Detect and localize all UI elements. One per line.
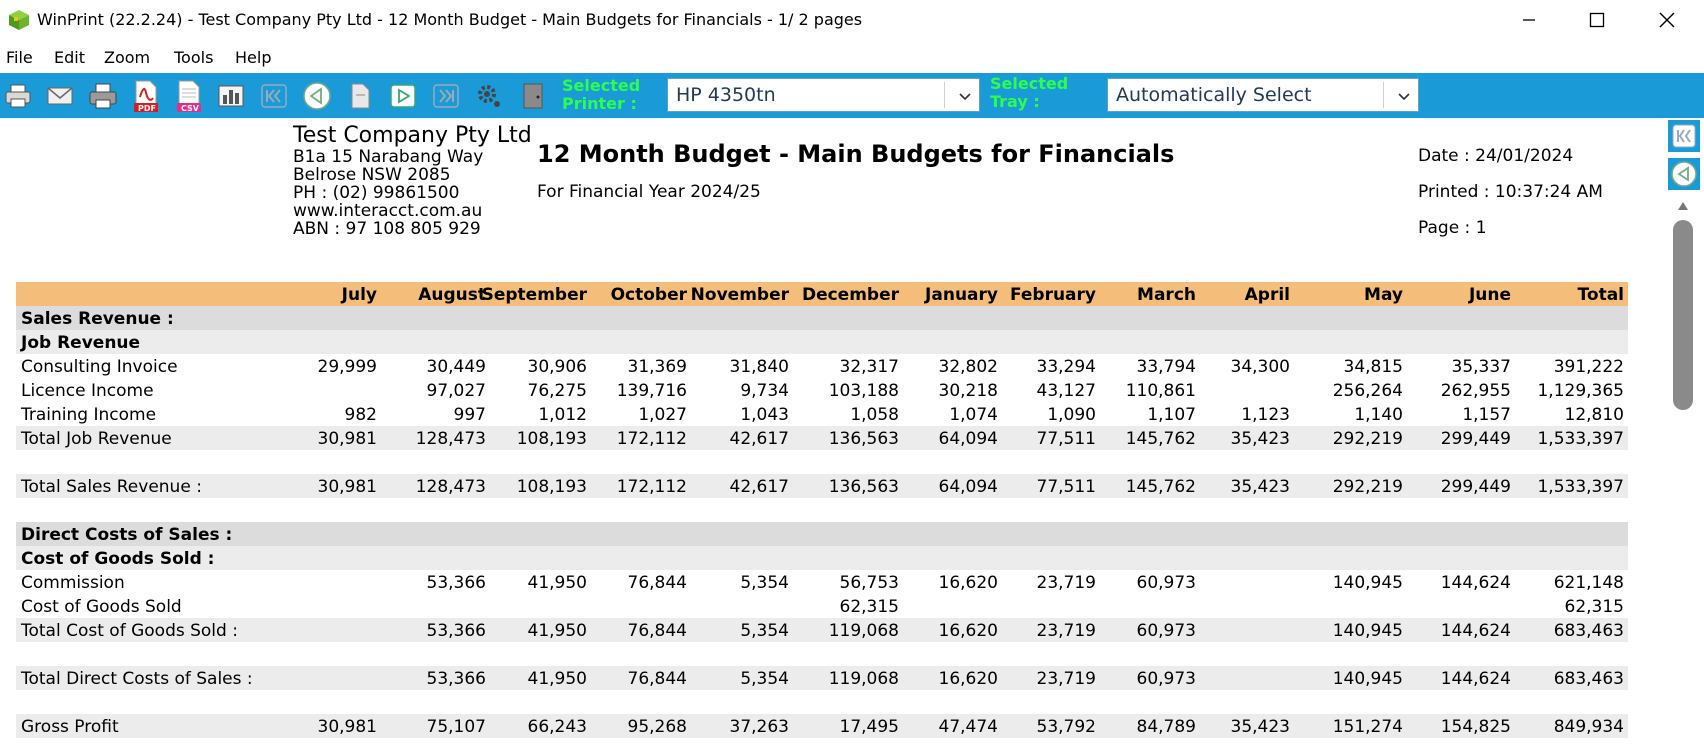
- cell-july: 29,999: [317, 357, 377, 377]
- cell-august: 128,473: [415, 477, 486, 497]
- cell-february: 43,127: [1036, 381, 1096, 401]
- report-printed-time: Printed : 10:37:24 AM: [1418, 182, 1603, 202]
- column-header-february: February: [1009, 285, 1096, 305]
- tray-select-value: Automatically Select: [1116, 84, 1312, 106]
- company-website: www.interacct.com.au: [293, 201, 483, 221]
- previous-page-icon: [301, 80, 333, 112]
- cell-total: 391,222: [1553, 357, 1624, 377]
- selected-tray-label-2: Tray :: [990, 92, 1040, 111]
- row-label: Consulting Invoice: [21, 357, 178, 377]
- table-row: [16, 474, 1628, 498]
- cell-november: 9,734: [740, 381, 789, 401]
- scroll-up-icon[interactable]: [1677, 201, 1689, 211]
- cell-september: 41,950: [527, 573, 587, 593]
- exit-button[interactable]: [516, 79, 550, 113]
- cell-august: 53,366: [426, 669, 486, 689]
- chevron-down-icon: [957, 88, 973, 104]
- cell-february: 23,719: [1036, 573, 1096, 593]
- cell-september: 108,193: [516, 429, 587, 449]
- column-header-may: May: [1364, 285, 1403, 305]
- row-label: Sales Revenue :: [21, 309, 174, 329]
- selected-printer-label-1: Selected: [562, 76, 641, 95]
- column-header-march: March: [1137, 285, 1196, 305]
- cell-december: 17,495: [839, 717, 899, 737]
- column-header-october: October: [610, 285, 687, 305]
- cell-june: 299,449: [1440, 477, 1511, 497]
- column-header-november: November: [690, 285, 789, 305]
- cell-december: 62,315: [839, 597, 899, 617]
- cell-september: 30,906: [527, 357, 587, 377]
- next-page-icon: [388, 81, 418, 111]
- cell-march: 84,789: [1136, 717, 1196, 737]
- cell-july: 30,981: [317, 477, 377, 497]
- maximize-button[interactable]: [1562, 0, 1632, 40]
- cell-november: 37,263: [729, 717, 789, 737]
- table-row: [16, 498, 1628, 522]
- cell-march: 145,762: [1125, 429, 1196, 449]
- cell-february: 23,719: [1036, 669, 1096, 689]
- cell-january: 64,094: [938, 429, 998, 449]
- last-page-button[interactable]: [429, 79, 463, 113]
- cell-january: 16,620: [938, 669, 998, 689]
- row-label: Job Revenue: [21, 333, 141, 353]
- cell-november: 1,043: [740, 405, 789, 425]
- table-row: [16, 354, 1628, 378]
- cell-january: 64,094: [938, 477, 998, 497]
- table-row: [16, 642, 1628, 666]
- cell-december: 1,058: [850, 405, 899, 425]
- cell-august: 128,473: [415, 429, 486, 449]
- menu-help[interactable]: Help: [235, 48, 272, 67]
- cell-december: 32,317: [839, 357, 899, 377]
- toolbar: [0, 73, 1704, 118]
- cell-january: 16,620: [938, 621, 998, 641]
- chart-icon: [216, 81, 246, 111]
- selected-printer-label-2: Printer :: [562, 94, 637, 113]
- cell-march: 60,973: [1136, 573, 1196, 593]
- cell-july: 30,981: [317, 429, 377, 449]
- cell-november: 42,617: [729, 429, 789, 449]
- table-row: [16, 690, 1628, 714]
- menu-tools[interactable]: Tools: [174, 48, 214, 67]
- row-label: Total Cost of Goods Sold :: [21, 621, 238, 641]
- cell-january: 32,802: [938, 357, 998, 377]
- column-header-july: July: [341, 285, 377, 305]
- cell-december: 56,753: [839, 573, 899, 593]
- cell-may: 292,219: [1332, 477, 1403, 497]
- cell-february: 77,511: [1036, 477, 1096, 497]
- cell-may: 151,274: [1332, 717, 1403, 737]
- cell-total: 12,810: [1564, 405, 1624, 425]
- cell-september: 41,950: [527, 669, 587, 689]
- cell-may: 34,815: [1343, 357, 1403, 377]
- row-label: Gross Profit: [21, 717, 119, 737]
- cell-march: 145,762: [1125, 477, 1196, 497]
- close-icon: [1659, 12, 1675, 28]
- table-row: [16, 378, 1628, 402]
- cell-november: 5,354: [740, 573, 789, 593]
- cell-april: 1,123: [1241, 405, 1290, 425]
- cell-february: 23,719: [1036, 621, 1096, 641]
- cell-october: 172,112: [616, 477, 687, 497]
- table-row: [16, 618, 1628, 642]
- cell-march: 60,973: [1136, 621, 1196, 641]
- column-header-april: April: [1244, 285, 1290, 305]
- budget-table: [16, 282, 1628, 738]
- company-phone: PH : (02) 99861500: [293, 183, 460, 203]
- cell-total: 683,463: [1553, 669, 1624, 689]
- report-page: [0, 118, 1664, 748]
- menu-edit[interactable]: Edit: [54, 48, 85, 67]
- cell-january: 1,074: [949, 405, 998, 425]
- cell-may: 256,264: [1332, 381, 1403, 401]
- cell-october: 76,844: [627, 573, 687, 593]
- page-button[interactable]: [343, 79, 377, 113]
- print-button[interactable]: [1, 79, 35, 113]
- cell-august: 53,366: [426, 621, 486, 641]
- cell-june: 35,337: [1451, 357, 1511, 377]
- cell-march: 33,794: [1136, 357, 1196, 377]
- chevron-down-icon: [1396, 88, 1412, 104]
- first-page-icon: [1671, 123, 1697, 149]
- cell-total: 1,129,365: [1537, 381, 1624, 401]
- minimize-button[interactable]: [1494, 0, 1564, 40]
- cell-march: 110,861: [1125, 381, 1196, 401]
- chart-button[interactable]: [214, 79, 248, 113]
- table-row: [16, 330, 1628, 354]
- cell-may: 140,945: [1332, 621, 1403, 641]
- cell-april: 35,423: [1230, 429, 1290, 449]
- row-label: Total Sales Revenue :: [21, 477, 202, 497]
- cell-august: 53,366: [426, 573, 486, 593]
- table-row: [16, 402, 1628, 426]
- minimize-icon: [1522, 13, 1536, 27]
- column-header-september: September: [481, 285, 587, 305]
- company-address-2: Belrose NSW 2085: [293, 165, 451, 185]
- table-row: [16, 306, 1628, 330]
- cell-march: 1,107: [1147, 405, 1196, 425]
- report-date: Date : 24/01/2024: [1418, 146, 1574, 166]
- cell-total: 621,148: [1553, 573, 1624, 593]
- cell-june: 299,449: [1440, 429, 1511, 449]
- column-header-august: August: [418, 285, 486, 305]
- cell-december: 136,563: [828, 477, 899, 497]
- row-label: Total Job Revenue: [21, 429, 172, 449]
- cell-february: 1,090: [1047, 405, 1096, 425]
- company-address-1: B1a 15 Narabang Way: [293, 147, 484, 167]
- winprint-app-icon: [8, 9, 30, 31]
- printer-select[interactable]: [667, 78, 980, 112]
- cell-february: 53,792: [1036, 717, 1096, 737]
- cell-april: 35,423: [1230, 717, 1290, 737]
- cell-november: 5,354: [740, 669, 789, 689]
- previous-page-icon: [1670, 160, 1698, 188]
- cell-september: 66,243: [527, 717, 587, 737]
- row-label: Cost of Goods Sold: [21, 597, 182, 617]
- cell-august: 97,027: [426, 381, 486, 401]
- cell-january: 16,620: [938, 573, 998, 593]
- side-panel: [1664, 118, 1704, 748]
- cell-september: 76,275: [527, 381, 587, 401]
- side-first-page-button[interactable]: [1668, 120, 1700, 152]
- cell-december: 103,188: [828, 381, 899, 401]
- cell-february: 33,294: [1036, 357, 1096, 377]
- settings-icon: [474, 81, 504, 111]
- tray-select[interactable]: [1107, 78, 1419, 112]
- column-header-total: Total: [1577, 285, 1624, 305]
- row-label: Licence Income: [21, 381, 154, 401]
- cell-november: 5,354: [740, 621, 789, 641]
- cell-december: 136,563: [828, 429, 899, 449]
- report-page-number: Page : 1: [1418, 218, 1487, 238]
- cell-october: 76,844: [627, 621, 687, 641]
- cell-january: 30,218: [938, 381, 998, 401]
- cell-september: 1,012: [538, 405, 587, 425]
- cell-june: 1,157: [1462, 405, 1511, 425]
- cell-july: 982: [344, 405, 377, 425]
- next-page-button[interactable]: [386, 79, 420, 113]
- printer-select-value: HP 4350tn: [676, 84, 776, 106]
- window-title: WinPrint (22.2.24) - Test Company Pty Ltd - 12 Month Budget - Main Budgets for Financials - 1/ 2 pages: [37, 10, 863, 29]
- report-title: 12 Month Budget - Main Budgets for Financials: [537, 140, 1175, 168]
- cell-may: 1,140: [1354, 405, 1403, 425]
- cell-october: 76,844: [627, 669, 687, 689]
- row-label: Commission: [21, 573, 125, 593]
- cell-may: 140,945: [1332, 669, 1403, 689]
- company-details: [293, 124, 532, 238]
- export-csv-button[interactable]: [172, 79, 206, 113]
- cell-total: 62,315: [1564, 597, 1624, 617]
- cell-february: 77,511: [1036, 429, 1096, 449]
- cell-april: 34,300: [1230, 357, 1290, 377]
- last-page-icon: [431, 81, 461, 111]
- exit-icon: [520, 81, 546, 111]
- cell-total: 1,533,397: [1537, 429, 1624, 449]
- cell-july: 30,981: [317, 717, 377, 737]
- cell-august: 997: [453, 405, 486, 425]
- cell-june: 262,955: [1440, 381, 1511, 401]
- printer-icon: [88, 81, 118, 111]
- cell-october: 95,268: [627, 717, 687, 737]
- cell-total: 683,463: [1553, 621, 1624, 641]
- row-label: Total Direct Costs of Sales :: [21, 669, 253, 689]
- column-header-june: June: [1468, 285, 1511, 305]
- email-icon: [45, 81, 75, 111]
- cell-total: 1,533,397: [1537, 477, 1624, 497]
- side-previous-page-button[interactable]: [1668, 158, 1700, 190]
- cell-may: 292,219: [1332, 429, 1403, 449]
- cell-november: 31,840: [729, 357, 789, 377]
- cell-november: 42,617: [729, 477, 789, 497]
- cell-august: 75,107: [426, 717, 486, 737]
- cell-august: 30,449: [426, 357, 486, 377]
- close-button[interactable]: [1632, 0, 1702, 40]
- cell-september: 108,193: [516, 477, 587, 497]
- page-icon: [346, 81, 374, 111]
- menu-zoom[interactable]: Zoom: [104, 48, 151, 67]
- table-row: [16, 714, 1628, 738]
- company-abn: ABN : 97 108 805 929: [293, 219, 481, 239]
- printer-setup-button[interactable]: [86, 79, 120, 113]
- column-header-january: January: [925, 285, 998, 305]
- table-header-row: [16, 282, 1628, 306]
- row-label: Cost of Goods Sold :: [21, 549, 215, 569]
- first-page-icon: [259, 81, 289, 111]
- maximize-icon: [1589, 12, 1605, 28]
- row-label: Training Income: [21, 405, 157, 425]
- company-name: Test Company Pty Ltd: [293, 123, 532, 148]
- cell-october: 1,027: [638, 405, 687, 425]
- table-row: [16, 666, 1628, 690]
- vertical-scrollbar-thumb[interactable]: [1673, 220, 1693, 410]
- cell-december: 119,068: [828, 621, 899, 641]
- table-row: [16, 426, 1628, 450]
- table-row: [16, 450, 1628, 474]
- cell-december: 119,068: [828, 669, 899, 689]
- cell-october: 139,716: [616, 381, 687, 401]
- cell-total: 849,934: [1553, 717, 1624, 737]
- first-page-button[interactable]: [257, 79, 291, 113]
- table-row: [16, 570, 1628, 594]
- export-pdf-button[interactable]: [129, 79, 163, 113]
- cell-october: 172,112: [616, 429, 687, 449]
- row-label: Direct Costs of Sales :: [21, 525, 233, 545]
- cell-june: 144,624: [1440, 573, 1511, 593]
- previous-page-button[interactable]: [300, 79, 334, 113]
- pdf-label: PDF: [138, 104, 156, 113]
- table-row: [16, 594, 1628, 618]
- column-header-december: December: [801, 285, 899, 305]
- menu-bar: [0, 40, 1704, 73]
- cell-april: 35,423: [1230, 477, 1290, 497]
- print-icon: [3, 81, 33, 111]
- cell-june: 144,624: [1440, 669, 1511, 689]
- cell-june: 144,624: [1440, 621, 1511, 641]
- cell-september: 41,950: [527, 621, 587, 641]
- csv-label: CSV: [181, 104, 199, 113]
- cell-january: 47,474: [938, 717, 998, 737]
- report-subtitle: For Financial Year 2024/25: [537, 182, 761, 202]
- cell-march: 60,973: [1136, 669, 1196, 689]
- email-button[interactable]: [43, 79, 77, 113]
- table-row: [16, 546, 1628, 570]
- title-bar: [0, 0, 1704, 40]
- selected-tray-label-1: Selected: [990, 74, 1069, 93]
- settings-button[interactable]: [472, 79, 506, 113]
- cell-may: 140,945: [1332, 573, 1403, 593]
- table-row: [16, 522, 1628, 546]
- cell-june: 154,825: [1440, 717, 1511, 737]
- cell-october: 31,369: [627, 357, 687, 377]
- menu-file[interactable]: File: [6, 48, 33, 67]
